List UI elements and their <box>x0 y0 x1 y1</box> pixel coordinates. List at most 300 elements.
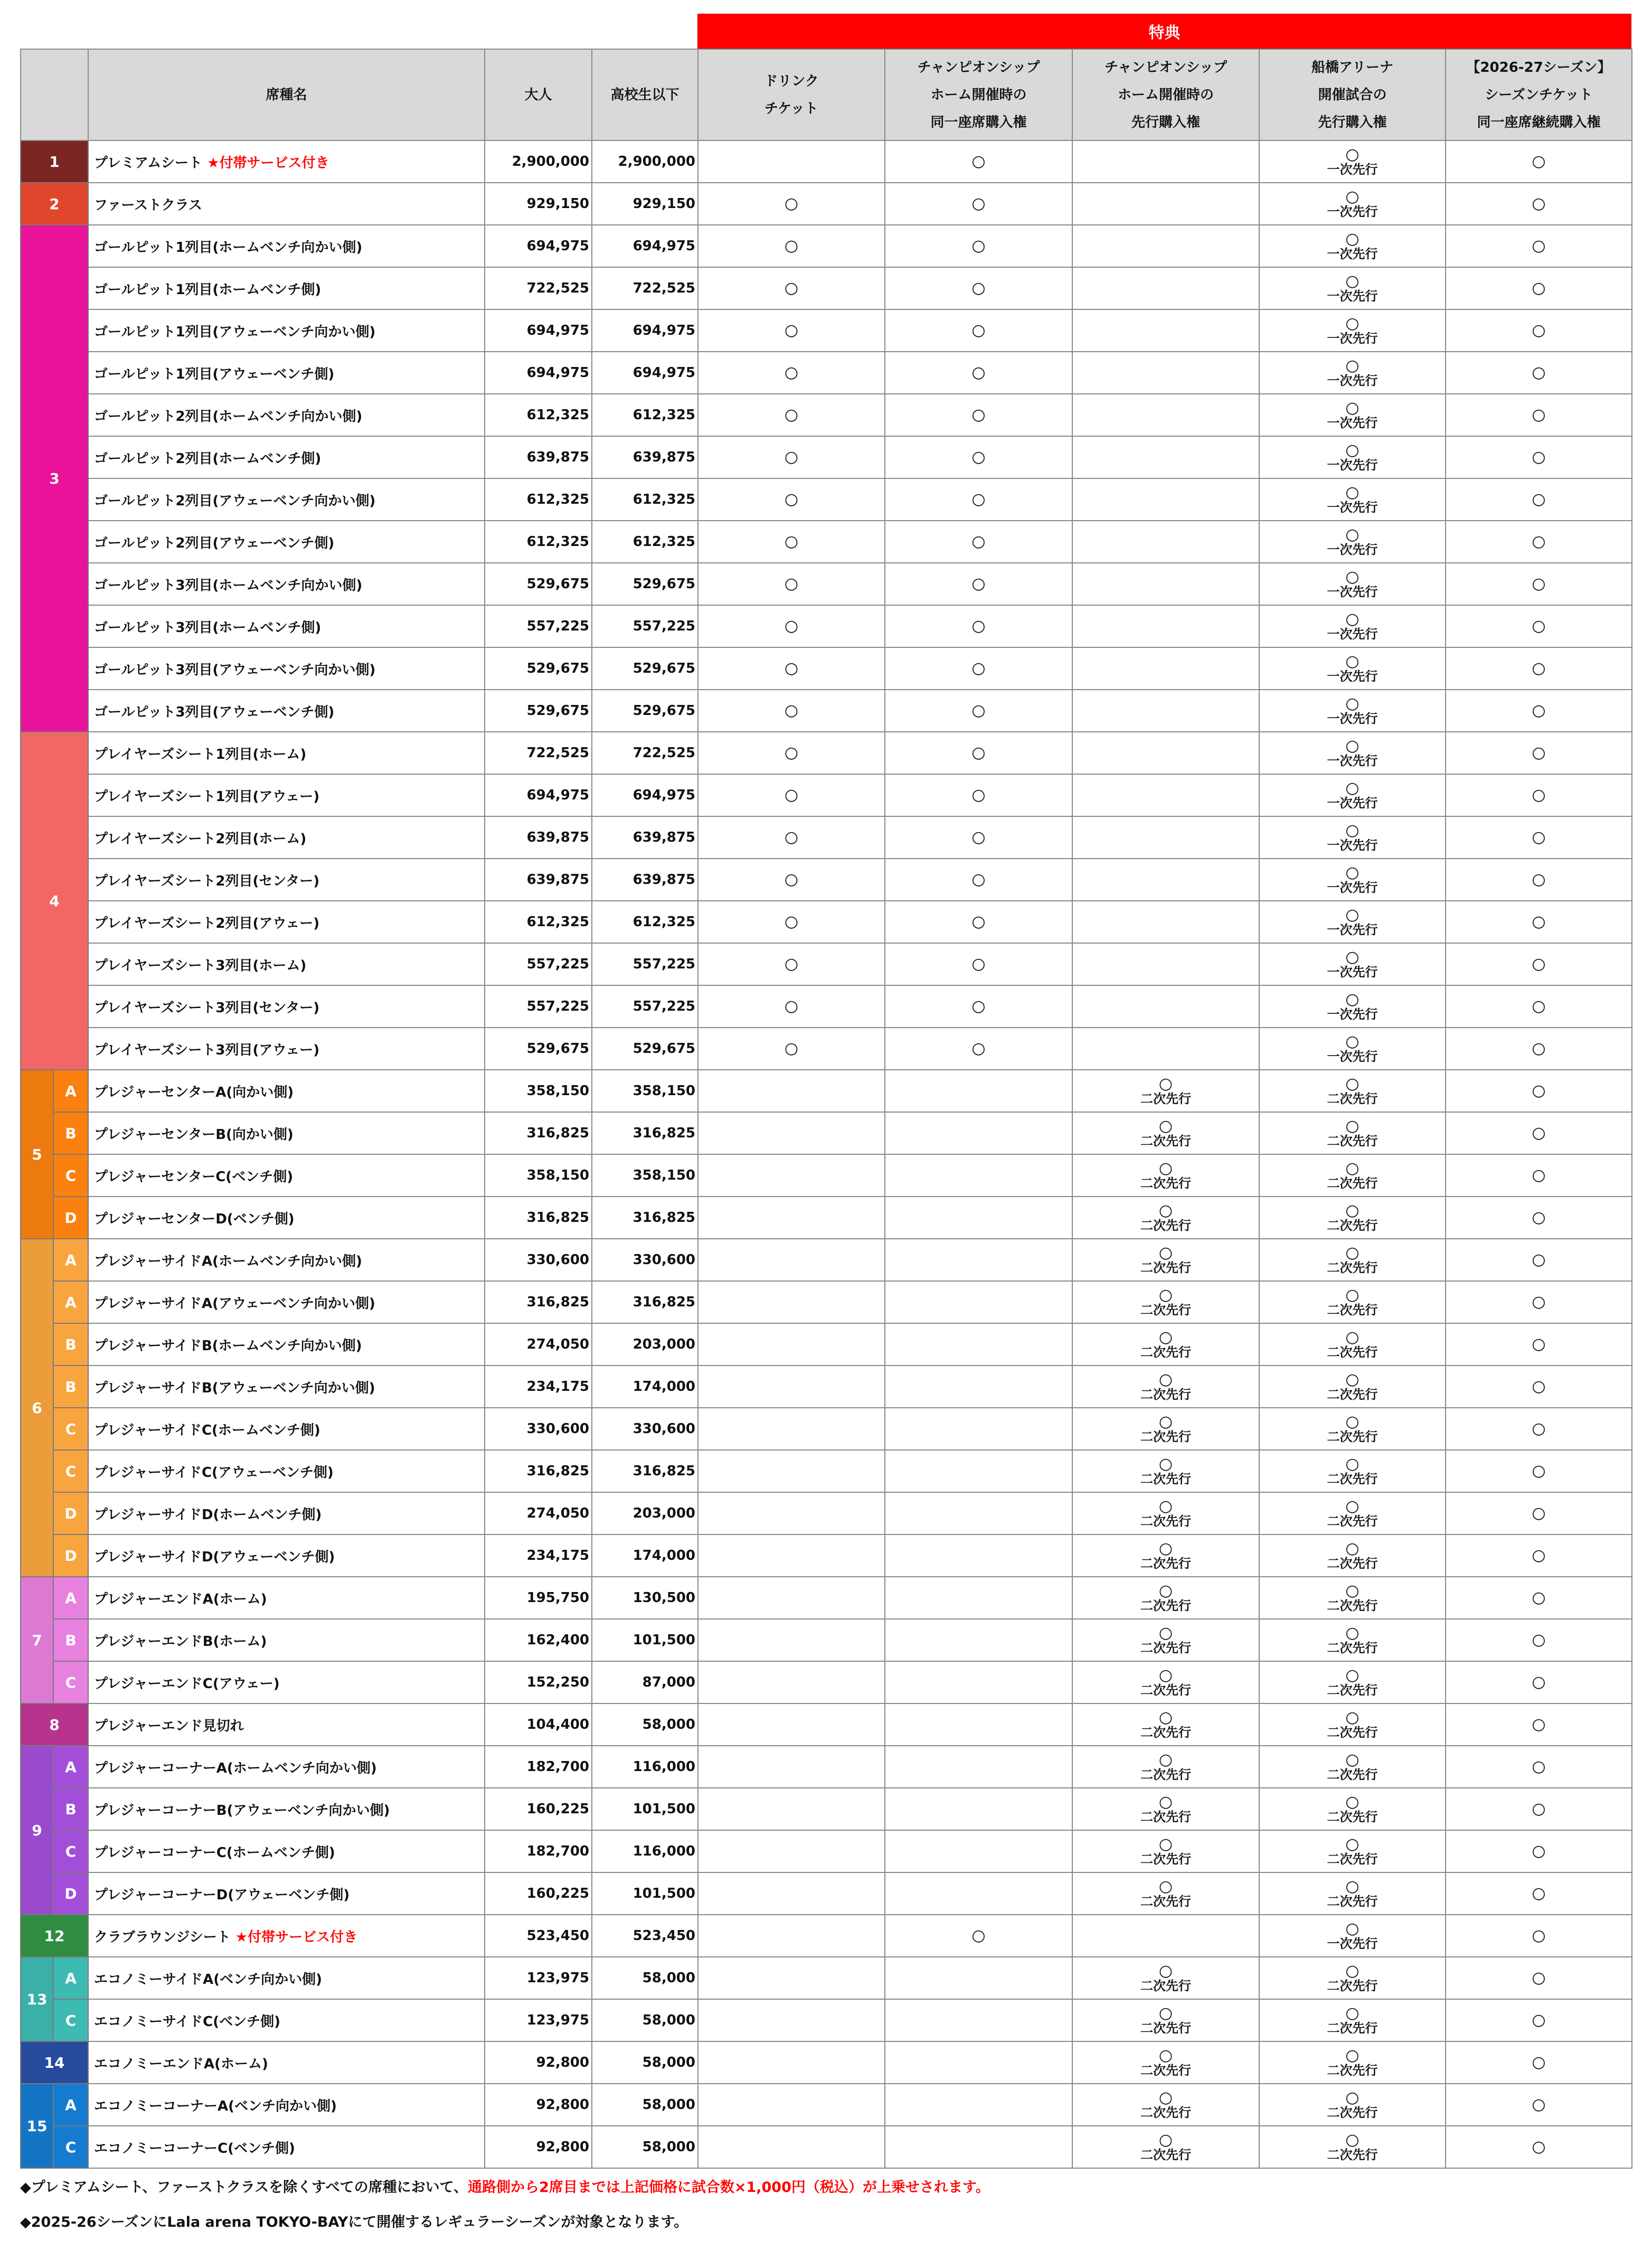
circle-mark: ○ <box>1532 1969 1546 1987</box>
circle-mark: ○ <box>971 997 986 1015</box>
champ-same-seat-cell <box>885 1872 1072 1915</box>
presale-caption: 二次先行 <box>1327 1134 1378 1148</box>
champ-presale-cell <box>1072 140 1259 183</box>
seat-name: プレイヤーズシート1列目(アウェー) <box>94 788 320 805</box>
table-row <box>21 1746 1632 1788</box>
presale-caption: 二次先行 <box>1140 2063 1191 2078</box>
mark-wrap <box>1446 1843 1631 1859</box>
drink-ticket-cell <box>698 521 885 563</box>
mark-wrap <box>698 576 884 592</box>
champ-same-seat-cell <box>885 140 1072 183</box>
seat-name: エコノミーコーナーA(ベンチ向かい側) <box>94 2098 337 2114</box>
funabashi-presale-cell <box>1259 521 1446 563</box>
youth-price-cell: 58,000 <box>592 2041 698 2084</box>
champ-same-seat-cell <box>885 647 1072 690</box>
funabashi-presale-cell <box>1259 1112 1446 1154</box>
table-row <box>21 1281 1632 1323</box>
mark-wrap <box>1446 745 1631 761</box>
funabashi-presale-cell <box>1259 436 1446 478</box>
circle-mark: ○ <box>1345 1539 1360 1558</box>
presale-caption: 二次先行 <box>1140 1979 1191 1993</box>
adult-price-cell: 160,225 <box>485 1788 592 1830</box>
circle-mark: ○ <box>1345 1666 1360 1684</box>
champ-presale-cell <box>1072 478 1259 521</box>
funabashi-presale-cell <box>1259 1408 1446 1450</box>
seat-name: プレジャーエンドB(ホーム) <box>94 1633 267 1650</box>
circle-mark: ○ <box>1532 2095 1546 2114</box>
presale-caption: 二次先行 <box>1140 1218 1191 1233</box>
circle-mark: ○ <box>784 997 799 1015</box>
champ-presale-cell <box>1072 1534 1259 1577</box>
champ-same-seat-cell <box>885 1450 1072 1492</box>
seat-name-cell <box>88 1450 485 1492</box>
youth-price-cell: 101,500 <box>592 1788 698 1830</box>
mark-wrap <box>698 914 884 930</box>
circle-mark: ○ <box>784 448 799 466</box>
presale-caption: 二次先行 <box>1140 2105 1191 2120</box>
header-funabashi-line: 先行購入権 <box>1318 114 1387 130</box>
presale-caption: 一次先行 <box>1327 289 1378 304</box>
next-season-cell <box>1446 1746 1632 1788</box>
table-row <box>21 1408 1632 1450</box>
circle-mark: ○ <box>971 279 986 297</box>
presale-caption: 二次先行 <box>1140 1894 1191 1909</box>
champ-same-seat-cell <box>885 1197 1072 1239</box>
circle-mark: ○ <box>1532 1884 1546 1903</box>
adult-price-cell: 316,825 <box>485 1197 592 1239</box>
champ-presale-cell <box>1072 2126 1259 2168</box>
adult-price-cell: 160,225 <box>485 1872 592 1915</box>
funabashi-presale-cell <box>1259 1788 1446 1830</box>
drink-ticket-cell <box>698 943 885 985</box>
mark-wrap <box>1073 1583 1259 1613</box>
circle-mark: ○ <box>1345 652 1360 671</box>
mark-wrap <box>1073 1963 1259 1993</box>
circle-mark: ○ <box>1532 870 1546 889</box>
next-season-cell <box>1446 183 1632 225</box>
seat-name: エコノミーサイドA(ベンチ向かい側) <box>94 1971 323 1988</box>
circle-mark: ○ <box>1532 955 1546 973</box>
table-row <box>21 1661 1632 1703</box>
funabashi-presale-cell <box>1259 1323 1446 1366</box>
mark-wrap <box>1260 1076 1445 1106</box>
seat-name-cell <box>88 267 485 309</box>
circle-mark: ○ <box>1532 1293 1546 1311</box>
mark-wrap <box>1073 1668 1259 1697</box>
drink-ticket-cell <box>698 2126 885 2168</box>
champ-same-seat-cell <box>885 1661 1072 1703</box>
header-champ-same-line: チャンピオンシップ <box>917 59 1040 76</box>
champ-presale-cell <box>1072 1197 1259 1239</box>
circle-mark: ○ <box>971 743 986 762</box>
champ-presale-cell <box>1072 1619 1259 1661</box>
circle-mark: ○ <box>1345 990 1360 1009</box>
champ-same-seat-cell <box>885 1281 1072 1323</box>
mark-wrap <box>1260 1372 1445 1401</box>
seat-name-cell <box>88 352 485 394</box>
champ-presale-cell <box>1072 1408 1259 1450</box>
funabashi-presale-cell <box>1259 816 1446 859</box>
mark-wrap <box>1446 1505 1631 1521</box>
circle-mark: ○ <box>971 1926 986 1945</box>
champ-presale-cell <box>1072 521 1259 563</box>
group-number-cell: 7 <box>21 1577 53 1703</box>
circle-mark: ○ <box>971 152 986 171</box>
circle-mark: ○ <box>1532 448 1546 466</box>
mark-wrap <box>1260 654 1445 683</box>
table-row <box>21 647 1632 690</box>
header-seat-name: 席種名 <box>88 49 485 140</box>
mark-wrap <box>698 999 884 1014</box>
table-row <box>21 1112 1632 1154</box>
next-season-cell <box>1446 1661 1632 1703</box>
youth-price-cell: 529,675 <box>592 690 698 732</box>
youth-price-cell: 639,875 <box>592 816 698 859</box>
circle-mark: ○ <box>971 194 986 213</box>
mark-wrap <box>1260 1963 1445 1993</box>
seat-name: エコノミーサイドC(ベンチ側) <box>94 2013 281 2030</box>
sub-block-cell: C <box>53 1999 88 2041</box>
circle-mark: ○ <box>1345 1413 1360 1431</box>
youth-price-cell: 58,000 <box>592 2084 698 2126</box>
youth-price-cell: 722,525 <box>592 267 698 309</box>
circle-mark: ○ <box>1532 1757 1546 1776</box>
drink-ticket-cell <box>698 732 885 774</box>
seat-name: エコノミーエンドA(ホーム) <box>94 2056 268 2072</box>
mark-wrap <box>1446 2139 1631 2155</box>
mark-wrap <box>1073 1541 1259 1570</box>
table-row <box>21 943 1632 985</box>
adult-price-cell: 195,750 <box>485 1577 592 1619</box>
champ-presale-cell <box>1072 774 1259 816</box>
adult-price-cell: 529,675 <box>485 647 592 690</box>
sub-block-cell: A <box>53 1239 88 1281</box>
group-number-cell: 1 <box>21 140 88 183</box>
mark-wrap <box>1446 1167 1631 1183</box>
presale-caption: 一次先行 <box>1327 922 1378 937</box>
seat-name-cell <box>88 1746 485 1788</box>
presale-caption: 一次先行 <box>1327 542 1378 557</box>
table-row <box>21 1154 1632 1197</box>
circle-mark: ○ <box>1345 1075 1360 1093</box>
seat-name-cell <box>88 309 485 352</box>
table-row <box>21 1957 1632 1999</box>
champ-presale-cell <box>1072 943 1259 985</box>
mark-wrap <box>1446 956 1631 972</box>
next-season-cell <box>1446 1239 1632 1281</box>
circle-mark: ○ <box>784 363 799 382</box>
adult-price-cell: 182,700 <box>485 1830 592 1872</box>
drink-ticket-cell <box>698 690 885 732</box>
service-note: ★付帯サービス付き <box>207 155 329 171</box>
table-row <box>21 901 1632 943</box>
table-row <box>21 605 1632 647</box>
next-season-cell <box>1446 1323 1632 1366</box>
table-row <box>21 352 1632 394</box>
sub-block-cell: D <box>53 1872 88 1915</box>
mark-wrap <box>1260 274 1445 303</box>
header-next-season-line: 【2026-27シーズン】 <box>1466 59 1611 76</box>
mark-wrap <box>698 745 884 761</box>
table-row <box>21 1323 1632 1366</box>
youth-price-cell: 116,000 <box>592 1746 698 1788</box>
mark-wrap <box>1260 231 1445 261</box>
seat-name-cell <box>88 1323 485 1366</box>
adult-price-cell: 2,900,000 <box>485 140 592 183</box>
table-row <box>21 140 1632 183</box>
mark-wrap <box>1260 1414 1445 1444</box>
funabashi-presale-cell <box>1259 563 1446 605</box>
champ-same-seat-cell <box>885 1239 1072 1281</box>
circle-mark: ○ <box>1158 1581 1173 1600</box>
adult-price-cell: 316,825 <box>485 1281 592 1323</box>
circle-mark: ○ <box>1532 1335 1546 1353</box>
circle-mark: ○ <box>784 1039 799 1058</box>
circle-mark: ○ <box>1345 863 1360 882</box>
circle-mark: ○ <box>971 701 986 720</box>
circle-mark: ○ <box>784 786 799 804</box>
next-season-cell <box>1446 1703 1632 1746</box>
next-season-cell <box>1446 309 1632 352</box>
funabashi-presale-cell <box>1259 1957 1446 1999</box>
adult-price-cell: 330,600 <box>485 1239 592 1281</box>
mark-wrap <box>1446 1463 1631 1479</box>
circle-mark: ○ <box>1345 610 1360 628</box>
youth-price-cell: 101,500 <box>592 1619 698 1661</box>
next-season-cell <box>1446 774 1632 816</box>
mark-wrap <box>1446 618 1631 634</box>
presale-caption: 二次先行 <box>1140 1852 1191 1867</box>
drink-ticket-cell <box>698 1915 885 1957</box>
circle-mark: ○ <box>1532 1588 1546 1607</box>
mark-wrap <box>1260 358 1445 388</box>
table-row <box>21 225 1632 267</box>
seat-name-cell <box>88 605 485 647</box>
presale-caption: 二次先行 <box>1327 1514 1378 1529</box>
drink-ticket-cell <box>698 1239 885 1281</box>
adult-price-cell: 639,875 <box>485 436 592 478</box>
adult-price-cell: 316,825 <box>485 1450 592 1492</box>
circle-mark: ○ <box>971 870 986 889</box>
champ-same-seat-cell <box>885 1957 1072 1999</box>
circle-mark: ○ <box>1532 1926 1546 1945</box>
mark-wrap <box>1446 1379 1631 1395</box>
circle-mark: ○ <box>1345 2046 1360 2065</box>
youth-price-cell: 639,875 <box>592 436 698 478</box>
header-champ-pre-line: チャンピオンシップ <box>1104 59 1228 76</box>
circle-mark: ○ <box>1158 1286 1173 1304</box>
mark-wrap <box>1073 1879 1259 1908</box>
drink-ticket-cell <box>698 859 885 901</box>
circle-mark: ○ <box>1158 1075 1173 1093</box>
circle-mark: ○ <box>1345 694 1360 713</box>
seat-name: プレジャーサイドB(ホームベンチ向かい側) <box>94 1338 362 1354</box>
champ-presale-cell <box>1072 352 1259 394</box>
mark-wrap <box>1446 2012 1631 2028</box>
drink-ticket-cell <box>698 1366 885 1408</box>
seat-name: ゴールピット3列目(アウェーベンチ向かい側) <box>94 662 376 678</box>
champ-same-seat-cell <box>885 225 1072 267</box>
seat-name-cell <box>88 859 485 901</box>
presale-caption: 二次先行 <box>1327 2021 1378 2036</box>
champ-same-seat-cell <box>885 985 1072 1028</box>
table-row <box>21 1534 1632 1577</box>
adult-price-cell: 694,975 <box>485 225 592 267</box>
circle-mark: ○ <box>1532 1250 1546 1269</box>
seat-name-cell <box>88 732 485 774</box>
mark-wrap <box>1446 534 1631 550</box>
circle-mark: ○ <box>971 532 986 551</box>
youth-price-cell: 557,225 <box>592 943 698 985</box>
adult-price-cell: 722,525 <box>485 732 592 774</box>
champ-presale-cell <box>1072 690 1259 732</box>
youth-price-cell: 316,825 <box>592 1281 698 1323</box>
circle-mark: ○ <box>1532 1208 1546 1227</box>
funabashi-presale-cell <box>1259 647 1446 690</box>
mark-wrap <box>698 787 884 803</box>
presale-caption: 一次先行 <box>1327 373 1378 388</box>
champ-presale-cell <box>1072 816 1259 859</box>
drink-ticket-cell <box>698 1619 885 1661</box>
seat-name-cell <box>88 1281 485 1323</box>
youth-price-cell: 694,975 <box>592 774 698 816</box>
table-row <box>21 2084 1632 2126</box>
presale-caption: 二次先行 <box>1327 2105 1378 2120</box>
champ-same-seat-cell <box>885 394 1072 436</box>
adult-price-cell: 529,675 <box>485 1028 592 1070</box>
header-next-season <box>1446 49 1632 140</box>
seat-name: ゴールピット2列目(アウェーベンチ向かい側) <box>94 493 376 509</box>
champ-presale-cell <box>1072 605 1259 647</box>
presale-caption: 一次先行 <box>1327 162 1378 177</box>
group-number-cell: 12 <box>21 1915 88 1957</box>
youth-price-cell: 557,225 <box>592 605 698 647</box>
circle-mark: ○ <box>1345 1328 1360 1347</box>
next-season-cell <box>1446 816 1632 859</box>
funabashi-presale-cell <box>1259 1492 1446 1534</box>
table-body <box>21 140 1632 2168</box>
funabashi-presale-cell <box>1259 1070 1446 1112</box>
circle-mark: ○ <box>1345 1244 1360 1262</box>
mark-wrap <box>698 323 884 338</box>
circle-mark: ○ <box>1532 701 1546 720</box>
circle-mark: ○ <box>1345 906 1360 924</box>
presale-caption: 二次先行 <box>1327 1472 1378 1486</box>
presale-caption: 二次先行 <box>1140 2148 1191 2162</box>
mark-wrap <box>1260 1794 1445 1824</box>
presale-caption: 二次先行 <box>1327 1429 1378 1444</box>
circle-mark: ○ <box>1158 1117 1173 1135</box>
seat-name-cell <box>88 1703 485 1746</box>
adult-price-cell: 274,050 <box>485 1323 592 1366</box>
seat-name-cell <box>88 1999 485 2041</box>
presale-caption: 二次先行 <box>1327 1387 1378 1402</box>
circle-mark: ○ <box>784 279 799 297</box>
mark-wrap <box>1260 907 1445 937</box>
presale-caption: 一次先行 <box>1327 585 1378 599</box>
seat-name: プレジャーコーナーD(アウェーベンチ側) <box>94 1887 350 1903</box>
champ-same-seat-cell <box>885 436 1072 478</box>
seat-name: ゴールピット2列目(ホームベンチ側) <box>94 450 322 467</box>
mark-wrap <box>1446 1801 1631 1817</box>
seat-name-cell <box>88 2084 485 2126</box>
seat-name: エコノミーコーナーC(ベンチ側) <box>94 2140 295 2157</box>
mark-wrap <box>698 196 884 212</box>
table-row <box>21 1366 1632 1408</box>
sub-block-cell: D <box>53 1197 88 1239</box>
presale-caption: 二次先行 <box>1140 1556 1191 1571</box>
champ-presale-cell <box>1072 267 1259 309</box>
mark-wrap <box>1073 2005 1259 2035</box>
champ-same-seat-cell <box>885 605 1072 647</box>
circle-mark: ○ <box>1532 1081 1546 1100</box>
mark-wrap <box>885 1928 1072 1944</box>
mark-wrap <box>1260 316 1445 345</box>
mark-wrap <box>1446 1928 1631 1944</box>
circle-mark: ○ <box>784 237 799 255</box>
mark-wrap <box>1073 1752 1259 1782</box>
adult-price-cell: 694,975 <box>485 309 592 352</box>
seat-name: プレイヤーズシート3列目(アウェー) <box>94 1042 320 1058</box>
champ-presale-cell <box>1072 225 1259 267</box>
group-number-cell: 6 <box>21 1239 53 1577</box>
seat-name-cell <box>88 1661 485 1703</box>
drink-ticket-cell <box>698 1450 885 1492</box>
presale-caption: 二次先行 <box>1140 1345 1191 1360</box>
mark-wrap <box>885 914 1072 930</box>
circle-mark: ○ <box>1532 2011 1546 2029</box>
mark-wrap <box>1260 2132 1445 2162</box>
drink-ticket-cell <box>698 183 885 225</box>
circle-mark: ○ <box>1158 1328 1173 1347</box>
mark-wrap <box>1073 1161 1259 1190</box>
presale-caption: 一次先行 <box>1327 416 1378 430</box>
seat-name: ファーストクラス <box>94 197 202 213</box>
mark-wrap <box>885 196 1072 212</box>
youth-price-cell: 116,000 <box>592 1830 698 1872</box>
seat-name: プレジャーサイドD(アウェーベンチ側) <box>94 1549 335 1565</box>
mark-wrap <box>885 956 1072 972</box>
next-season-cell <box>1446 901 1632 943</box>
funabashi-presale-cell <box>1259 478 1446 521</box>
circle-mark: ○ <box>1158 2004 1173 2022</box>
seat-name-cell <box>88 521 485 563</box>
champ-same-seat-cell <box>885 2084 1072 2126</box>
presale-caption: 二次先行 <box>1140 1472 1191 1486</box>
table-row <box>21 816 1632 859</box>
circle-mark: ○ <box>1158 2088 1173 2107</box>
circle-mark: ○ <box>784 321 799 340</box>
champ-presale-cell <box>1072 1872 1259 1915</box>
funabashi-presale-cell <box>1259 2041 1446 2084</box>
circle-mark: ○ <box>1345 145 1360 164</box>
footnote-1 <box>20 2170 1631 2205</box>
presale-caption: 一次先行 <box>1327 1007 1378 1022</box>
champ-same-seat-cell <box>885 267 1072 309</box>
circle-mark: ○ <box>971 786 986 804</box>
champ-same-seat-cell <box>885 1534 1072 1577</box>
mark-wrap <box>1446 830 1631 845</box>
circle-mark: ○ <box>1345 1581 1360 1600</box>
circle-mark: ○ <box>1158 2046 1173 2065</box>
mark-wrap <box>1446 1886 1631 1901</box>
circle-mark: ○ <box>1532 194 1546 213</box>
next-season-cell <box>1446 1915 1632 1957</box>
next-season-cell <box>1446 1999 1632 2041</box>
adult-price-cell: 694,975 <box>485 352 592 394</box>
presale-caption: 一次先行 <box>1327 1936 1378 1951</box>
mark-wrap <box>1260 1456 1445 1486</box>
